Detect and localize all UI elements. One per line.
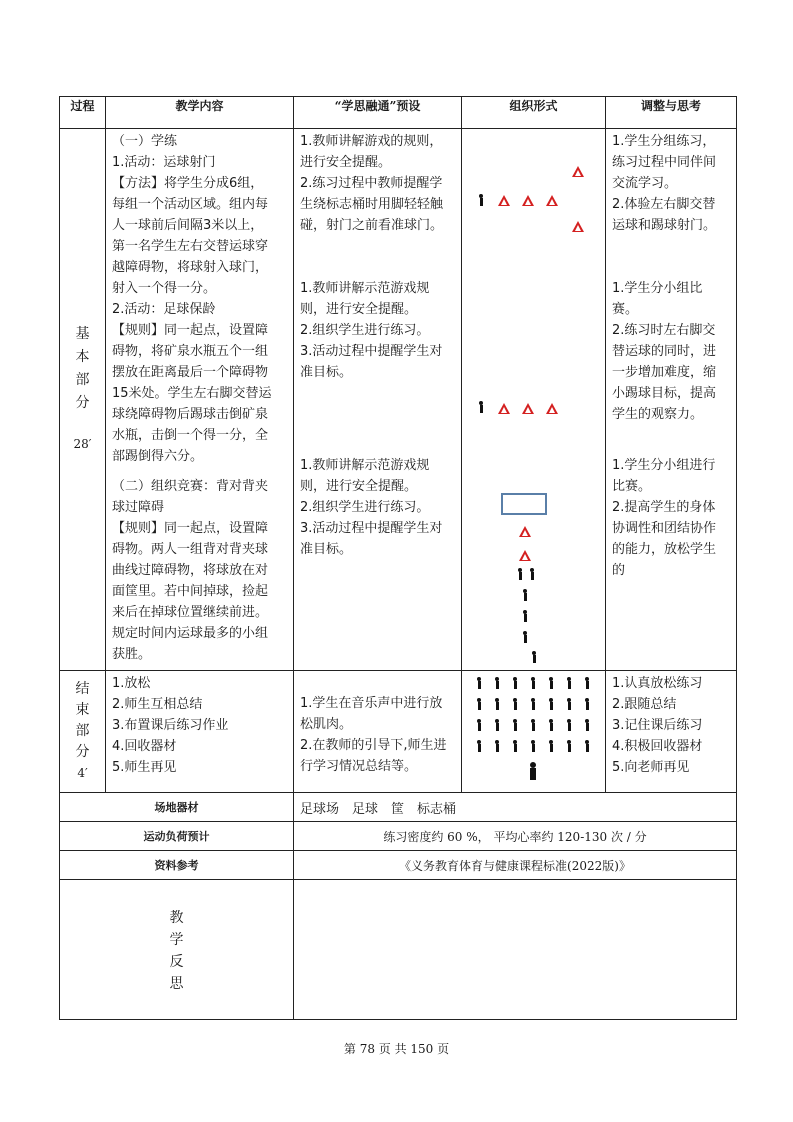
student-icon — [567, 719, 571, 731]
equipment-value: 足球场 足球 筐 标志桶 — [294, 793, 737, 822]
student-icon — [585, 677, 589, 689]
cone-icon — [498, 195, 510, 206]
reflection-content[interactable] — [294, 880, 737, 1020]
header-organization: 组织形式 — [462, 97, 606, 129]
page-number: 第 78 页 共 150 页 — [343, 1042, 450, 1056]
adjust-block-b: 1.学生分小组比 赛。 2.练习时左右脚交 替运球的同时，进 一步增加难度，缩 小踢球目标，提高 学生的观察力。 — [612, 281, 717, 422]
student-icon — [495, 698, 499, 710]
student-icon — [477, 677, 481, 689]
cone-icon — [572, 166, 584, 177]
equipment-row — [60, 793, 737, 822]
reference-value: 《义务教育体育与健康课程标准(2022版)》 — [294, 851, 737, 880]
preset-block-c: 1.教师讲解示范游戏规 则，进行安全提醒。 2.组织学生进行练习。 3.活动过程中提醒学生对 准目标。 — [300, 458, 443, 557]
student-icon — [531, 740, 535, 752]
cone-icon — [522, 403, 534, 414]
player-icon — [479, 401, 483, 413]
reflection-row — [60, 880, 737, 1020]
reference-row — [60, 851, 737, 880]
player-icon — [523, 631, 527, 643]
student-icon — [495, 719, 499, 731]
basic-part-row — [60, 129, 737, 671]
student-icon — [549, 719, 553, 731]
player-icon — [532, 651, 536, 663]
student-icon — [549, 698, 553, 710]
header-row — [60, 97, 737, 129]
equipment-label: 场地器材 — [60, 793, 294, 822]
student-icon — [549, 740, 553, 752]
cone-icon — [498, 403, 510, 414]
header-adjustment: 调整与思考 — [606, 97, 737, 129]
student-icon — [513, 677, 517, 689]
reference-label: 资料参考 — [60, 851, 294, 880]
student-icon — [585, 698, 589, 710]
preset-block-b: 1.教师讲解示范游戏规 则，进行安全提醒。 2.组织学生进行练习。 3.活动过程中提醒学生对 准目标。 — [300, 281, 443, 380]
content-block-b: 2.活动：足球保龄 【规则】同一起点，设置障 碍物，将矿泉水瓶五个一组 摆放在距离最后一个障碍物 15米处。学生左右脚交替运 球绕障碍物后踢球击倒矿泉 水瓶，击倒一个得一分，全 部踢倒得六分。 — [112, 302, 272, 464]
cone-icon — [522, 195, 534, 206]
cone-icon — [572, 221, 584, 232]
ending-adjustment: 1.认真放松练习 2.跟随总结 3.记住课后练习 4.积极回收器材 5.向老师再见 — [606, 671, 737, 793]
load-row — [60, 822, 737, 851]
basic-organization-diagram — [462, 129, 606, 671]
cone-icon — [519, 550, 531, 561]
lesson-plan-table — [59, 96, 737, 1020]
student-icon — [531, 698, 535, 710]
adjust-block-a: 1.学生分组练习， 练习过程中同伴间 交流学习。 2.体验左右脚交替 运球和踢球射门。 — [612, 134, 717, 233]
student-icon — [531, 677, 535, 689]
ending-preset: 1.学生在音乐声中进行放 松肌肉。 2.在教师的引导下,师生进 行学习情况总结等。 — [294, 671, 462, 793]
player-icon — [530, 568, 534, 580]
load-label: 运动负荷预计 — [60, 822, 294, 851]
ending-formation-diagram — [462, 671, 606, 793]
header-process: 过程 — [60, 97, 106, 129]
header-content: 教学内容 — [106, 97, 294, 129]
student-icon — [585, 719, 589, 731]
student-icon — [495, 677, 499, 689]
basic-preset — [294, 129, 462, 671]
student-icon — [477, 719, 481, 731]
content-block-a: （一）学练 1.活动：运球射门 【方法】将学生分成6组， 每组一个活动区域。组内每 人一球前后间隔3米以上， 第一名学生左右交替运球穿 越障碍物，将球射入球门， 射入一个得一分。 — [112, 134, 269, 296]
student-icon — [513, 698, 517, 710]
student-icon — [531, 719, 535, 731]
student-icon — [513, 740, 517, 752]
student-icon — [567, 740, 571, 752]
student-icon — [585, 740, 589, 752]
content-block-c: （二）组织竞赛：背对背夹 球过障碍 【规则】同一起点，设置障 碍物。两人一组背对背夹球 曲线过障碍物，将球放在对 面筐里。若中间掉球，捡起 来后在掉球位置继续前进。 规定时间内运球最多的小组 获胜。 — [112, 479, 269, 662]
student-icon — [567, 677, 571, 689]
student-icon — [513, 719, 517, 731]
ending-content: 1.放松 2.师生互相总结 3.布置课后练习作业 4.回收器材 5.师生再见 — [106, 671, 294, 793]
preset-block-a: 1.教师讲解游戏的规则， 进行安全提醒。 2.练习过程中教师提醒学 生绕标志桶时用脚轻轻触 碰，射门之前看准球门。 — [300, 134, 444, 233]
student-icon — [477, 740, 481, 752]
teacher-icon — [529, 762, 537, 780]
player-icon — [523, 610, 527, 622]
student-icon — [495, 740, 499, 752]
cone-icon — [546, 403, 558, 414]
basket-icon — [501, 493, 547, 515]
basic-duration: 28′ — [73, 437, 92, 451]
cone-icon — [519, 526, 531, 537]
ending-part-row — [60, 671, 737, 793]
basic-part-label: 基 本 部 分 28′ — [60, 129, 106, 671]
adjust-block-c: 1.学生分小组进行 比赛。 2.提高学生的身体 协调性和团结协作 的能力，放松学生 的 — [612, 458, 717, 578]
ending-part-label: 结 束 部 分 4′ — [60, 671, 106, 793]
load-value: 练习密度约 60 %， 平均心率约 120-130 次 / 分 — [294, 822, 737, 851]
basic-adjustment — [606, 129, 737, 671]
basic-content — [106, 129, 294, 671]
ending-duration: 4′ — [77, 766, 88, 780]
student-icon — [567, 698, 571, 710]
player-icon — [479, 194, 483, 206]
header-preset: “学思融通”预设 — [294, 97, 462, 129]
student-icon — [477, 698, 481, 710]
student-icon — [549, 677, 553, 689]
reflection-label: 教 学 反 思 — [60, 880, 294, 1020]
player-icon — [518, 568, 522, 580]
player-icon — [523, 589, 527, 601]
cone-icon — [546, 195, 558, 206]
